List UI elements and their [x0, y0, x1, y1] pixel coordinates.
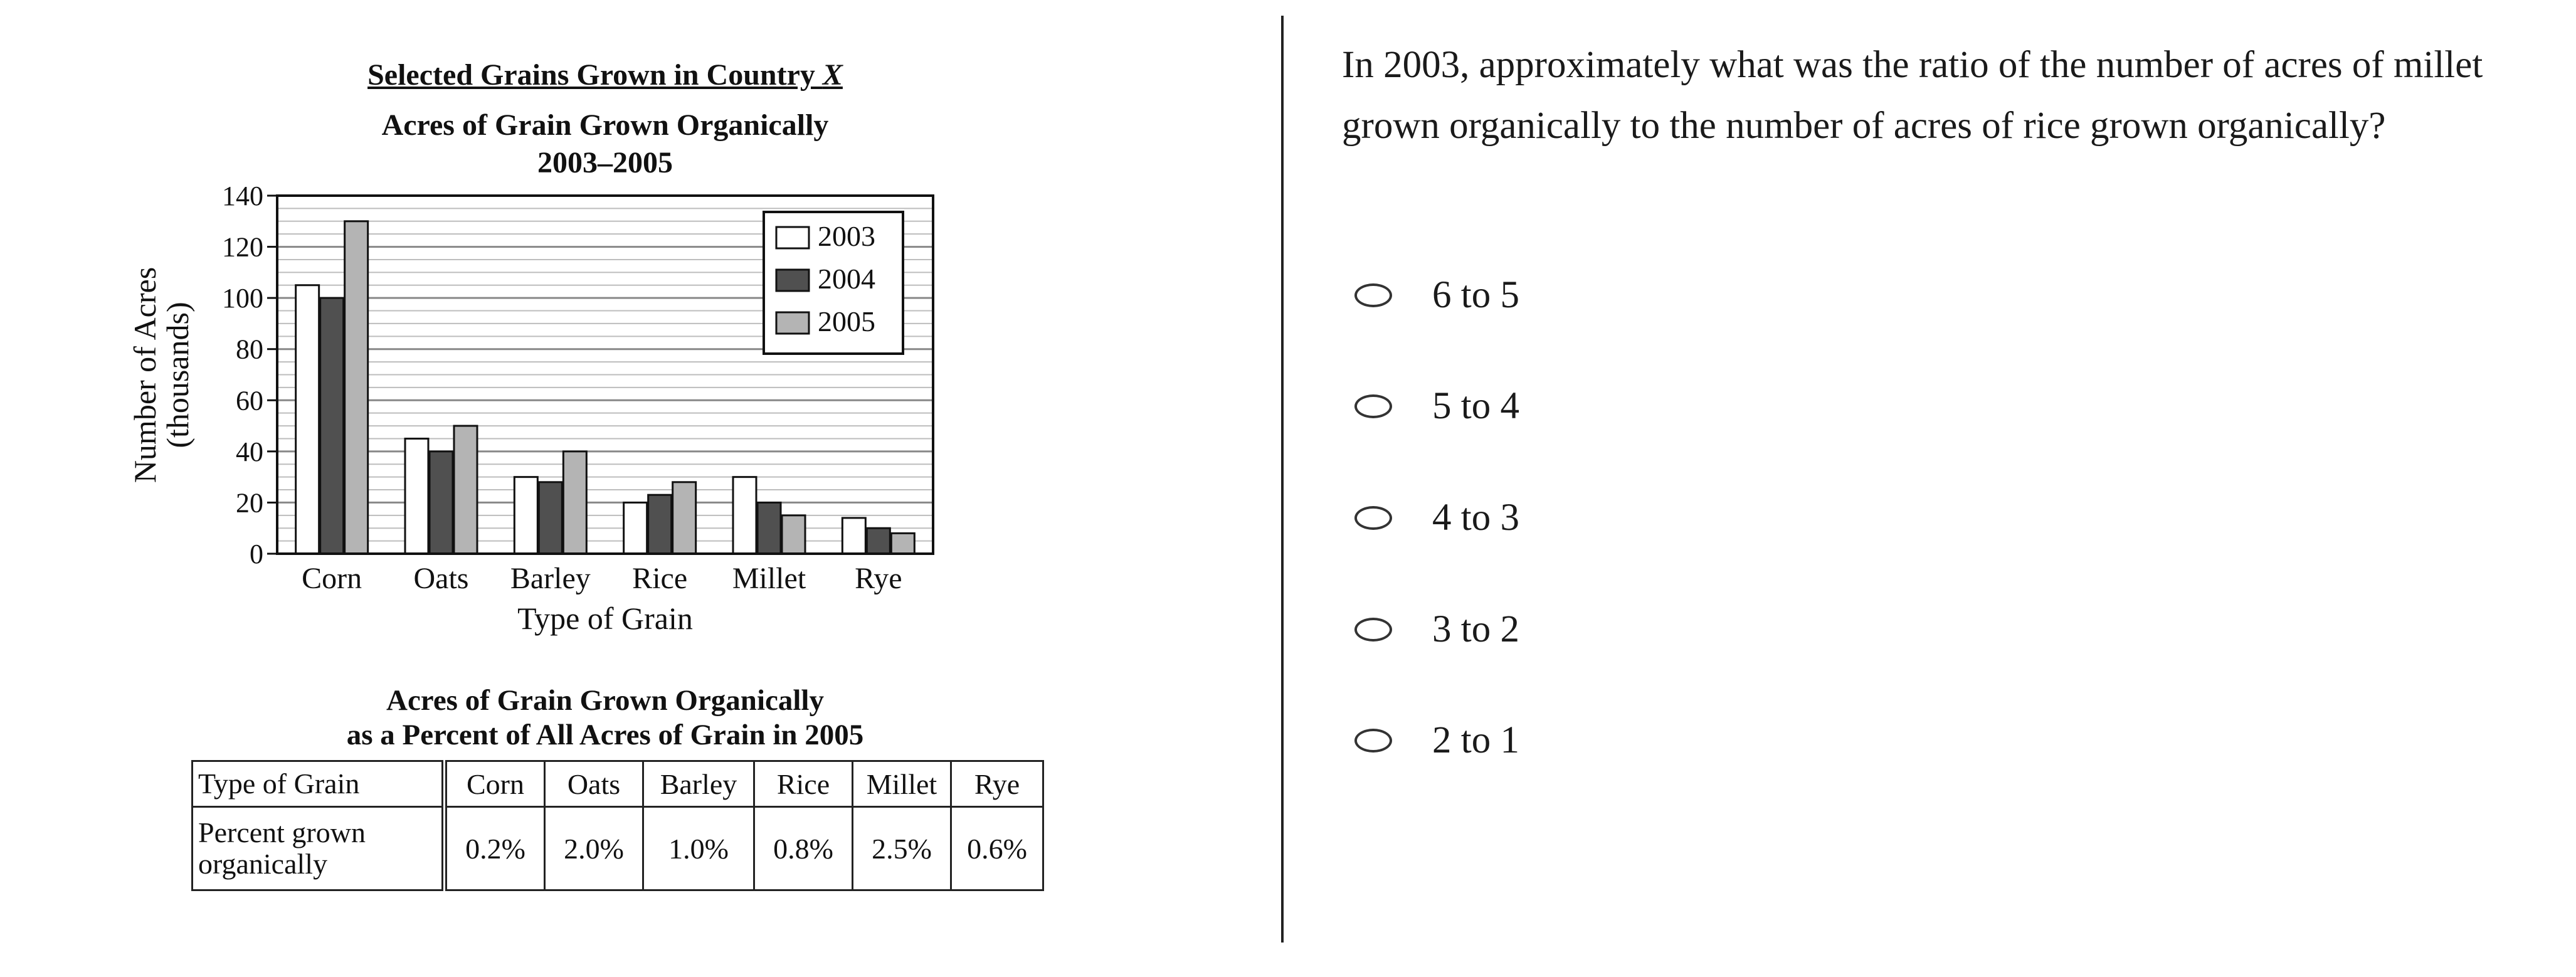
bar-rye-2005	[891, 533, 914, 554]
answer-choice-c[interactable]	[1342, 486, 1781, 549]
answer-choice-d[interactable]	[1342, 598, 1781, 660]
y-tick-label: 60	[236, 385, 263, 416]
table-header-cell: Oats	[545, 761, 643, 807]
y-axis-label-line1: Number of Acres	[127, 267, 162, 483]
bar-millet-2004	[757, 502, 781, 554]
table-header-cell: Millet	[853, 761, 951, 807]
bar-chart	[0, 0, 1279, 665]
bar-millet-2005	[782, 515, 805, 554]
radio-button-icon[interactable]	[1354, 394, 1392, 418]
chart-title-line2: 2003–2005	[537, 146, 673, 179]
legend-swatch-2005	[776, 312, 809, 334]
choice-label: 2 to 1	[1432, 719, 1519, 761]
bar-corn-2005	[345, 221, 368, 554]
bar-rye-2003	[842, 518, 865, 554]
figure-panel	[0, 0, 1279, 977]
chart-legend	[764, 212, 903, 354]
radio-button-icon[interactable]	[1354, 506, 1392, 530]
x-tick-label: Barley	[510, 562, 591, 595]
bar-rice-2004	[648, 495, 672, 554]
bar-barley-2005	[563, 452, 586, 554]
table-value-cell: 2.0%	[545, 807, 643, 890]
bar-barley-2004	[539, 482, 562, 554]
panel-divider	[1281, 16, 1284, 943]
legend-swatch-2004	[776, 270, 809, 291]
table-title-line2: as a Percent of All Acres of Grain in 2005	[346, 719, 864, 751]
y-tick-label: 140	[222, 181, 263, 211]
table-row-label: Percent grown organically	[193, 807, 445, 890]
table-header-label: Type of Grain	[193, 761, 445, 807]
table-title-line1: Acres of Grain Grown Organically	[386, 684, 824, 717]
radio-button-icon[interactable]	[1354, 283, 1392, 307]
y-tick-label: 120	[222, 231, 263, 263]
legend-label: 2004	[818, 263, 875, 295]
table-header-cell: Barley	[643, 761, 754, 807]
choice-label: 3 to 2	[1432, 608, 1519, 650]
answer-choice-a[interactable]	[1342, 263, 1781, 326]
table-header-cell: Rice	[754, 761, 853, 807]
legend-swatch-2003	[776, 227, 809, 248]
legend-label: 2003	[818, 220, 875, 252]
percent-table	[191, 760, 1044, 891]
bar-corn-2004	[320, 298, 344, 554]
choice-label: 6 to 5	[1432, 274, 1519, 316]
table-header-row	[193, 761, 1043, 807]
bar-oats-2003	[405, 438, 428, 554]
x-tick-label: Rye	[855, 562, 902, 595]
table-value-cell: 1.0%	[643, 807, 754, 890]
bar-rye-2004	[867, 528, 890, 554]
answer-choice-e[interactable]	[1342, 709, 1781, 771]
legend-label: 2005	[818, 305, 875, 337]
table-value-cell: 0.2%	[445, 807, 545, 890]
question-text: In 2003, approximately what was the ratio of the number of acres of millet grown organically to the number of acres of rice grown organically?	[1342, 44, 2483, 147]
radio-button-icon[interactable]	[1354, 729, 1392, 753]
x-axis-label: Type of Grain	[517, 601, 693, 636]
y-tick-label: 40	[236, 436, 263, 467]
bar-oats-2004	[430, 452, 453, 554]
answer-choice-b[interactable]	[1342, 374, 1781, 437]
choice-label: 5 to 4	[1432, 385, 1519, 427]
bar-rice-2003	[624, 502, 647, 554]
table-header-cell: Corn	[445, 761, 545, 807]
bar-barley-2003	[514, 477, 537, 554]
y-tick-label: 0	[250, 539, 263, 569]
bar-millet-2003	[733, 477, 756, 554]
question-panel	[1342, 0, 2533, 977]
table-value-cell: 2.5%	[853, 807, 951, 890]
bar-oats-2005	[454, 426, 477, 554]
y-tick-label: 100	[222, 283, 263, 314]
table-value-cell: 0.8%	[754, 807, 853, 890]
table-value-cell: 0.6%	[951, 807, 1043, 890]
choice-label: 4 to 3	[1432, 497, 1519, 539]
y-tick-label: 80	[236, 334, 263, 365]
figure-title-text: Selected Grains Grown in Country X	[367, 58, 843, 92]
chart-title-line1: Acres of Grain Grown Organically	[381, 108, 829, 142]
bar-rice-2005	[673, 482, 696, 554]
y-tick-label: 20	[236, 487, 263, 519]
table-header-cell: Rye	[951, 761, 1043, 807]
x-tick-label: Oats	[413, 562, 469, 595]
y-axis-label-line2: (thousands)	[160, 302, 195, 448]
figure-title-variable: X	[822, 58, 843, 92]
radio-button-icon[interactable]	[1354, 618, 1392, 642]
x-tick-label: Corn	[302, 562, 362, 595]
table-value-row	[193, 807, 1043, 890]
x-tick-label: Rice	[632, 562, 688, 595]
bar-corn-2003	[296, 285, 319, 554]
x-tick-label: Millet	[732, 562, 806, 595]
